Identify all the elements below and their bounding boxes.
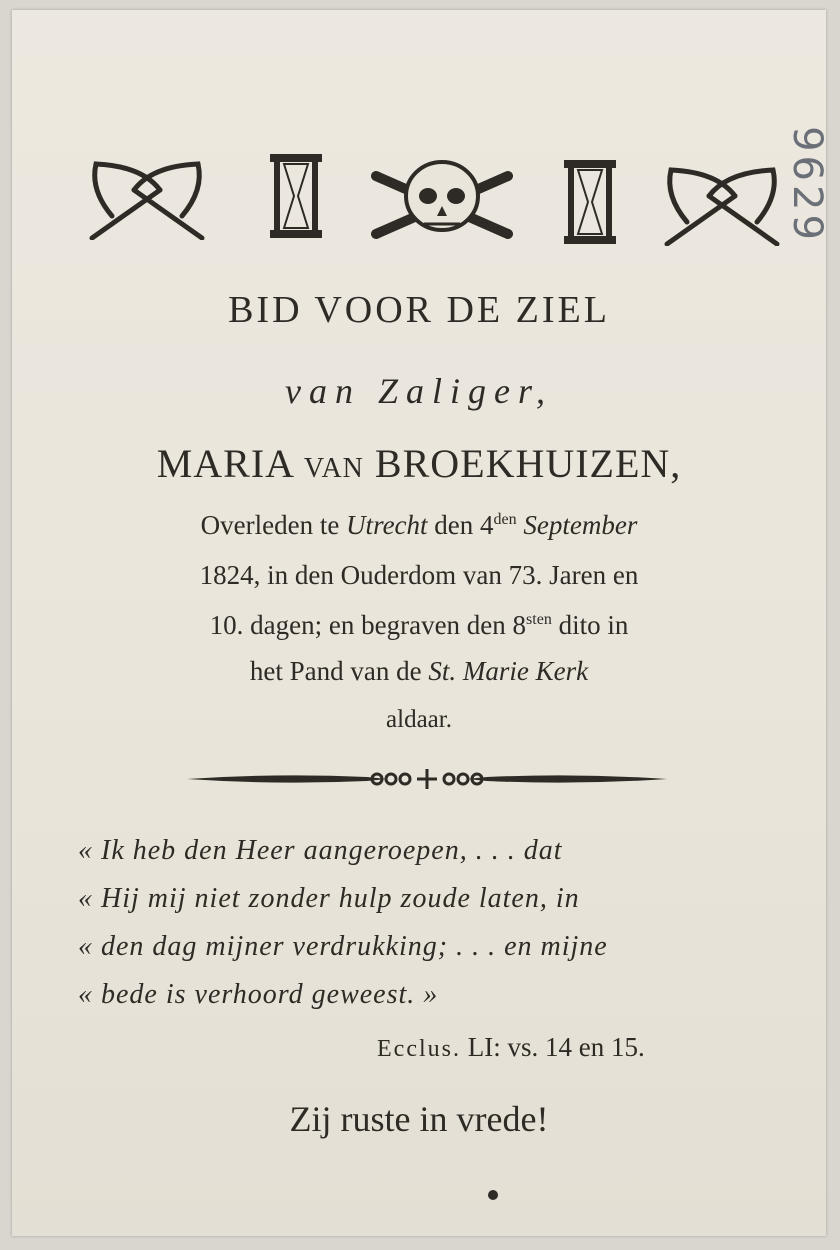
crossed-scythes-icon bbox=[82, 160, 212, 240]
closing-phrase: Zij ruste in vrede! bbox=[289, 1099, 549, 1139]
place-of-death: Utrecht bbox=[346, 510, 428, 540]
detail-text: het Pand van de bbox=[249, 656, 422, 686]
hourglass-icon bbox=[562, 158, 618, 246]
detail-text: dito in bbox=[558, 610, 629, 640]
crossed-scythes-icon bbox=[657, 166, 787, 246]
memorial-card bbox=[12, 10, 830, 1236]
skull-crossbones-icon bbox=[362, 154, 522, 250]
quote-line: « Hij mij niet zonder hulp zoude laten, in bbox=[78, 883, 580, 914]
month: September bbox=[523, 510, 638, 540]
church-name: St. Marie Kerk bbox=[428, 656, 589, 686]
detail-line-3 bbox=[12, 610, 826, 641]
citation-ref: LI: vs. 14 en 15. bbox=[467, 1032, 645, 1062]
scripture-citation bbox=[377, 1032, 645, 1063]
ordinal-suffix: sten bbox=[526, 611, 552, 628]
detail-line-1 bbox=[12, 510, 826, 541]
ornament-dot bbox=[488, 1190, 498, 1200]
handwritten-number: 9629 bbox=[784, 126, 830, 244]
detail-line-4 bbox=[12, 656, 826, 687]
detail-line-2: 1824, in den Ouderdom van 73. Jaren en bbox=[199, 560, 639, 590]
first-name: MARIA bbox=[156, 441, 293, 486]
quote-line: « Ik heb den Heer aangeroepen, . . . dat bbox=[78, 835, 563, 866]
subheading: van Zaliger, bbox=[284, 371, 553, 411]
quote-line: « den dag mijner verdrukking; . . . en mijne bbox=[78, 931, 608, 962]
detail-text: Overleden te bbox=[200, 510, 340, 540]
detail-line-5: aldaar. bbox=[386, 706, 452, 733]
name-particle: VAN bbox=[303, 453, 364, 484]
ordinal-suffix: den bbox=[493, 511, 517, 528]
heading: BID VOOR DE ZIEL bbox=[228, 289, 610, 331]
ornament-row bbox=[72, 150, 792, 260]
detail-text: den 4 bbox=[434, 510, 494, 540]
citation-book: Ecclus. bbox=[377, 1036, 461, 1062]
quote-line: « bede is verhoord geweest. » bbox=[78, 979, 439, 1010]
ornamental-divider bbox=[187, 765, 667, 793]
last-name: BROEKHUIZEN, bbox=[374, 441, 682, 486]
detail-text: 10. dagen; en begraven den 8 bbox=[209, 610, 527, 640]
deceased-name bbox=[12, 440, 826, 487]
hourglass-icon bbox=[268, 152, 324, 240]
